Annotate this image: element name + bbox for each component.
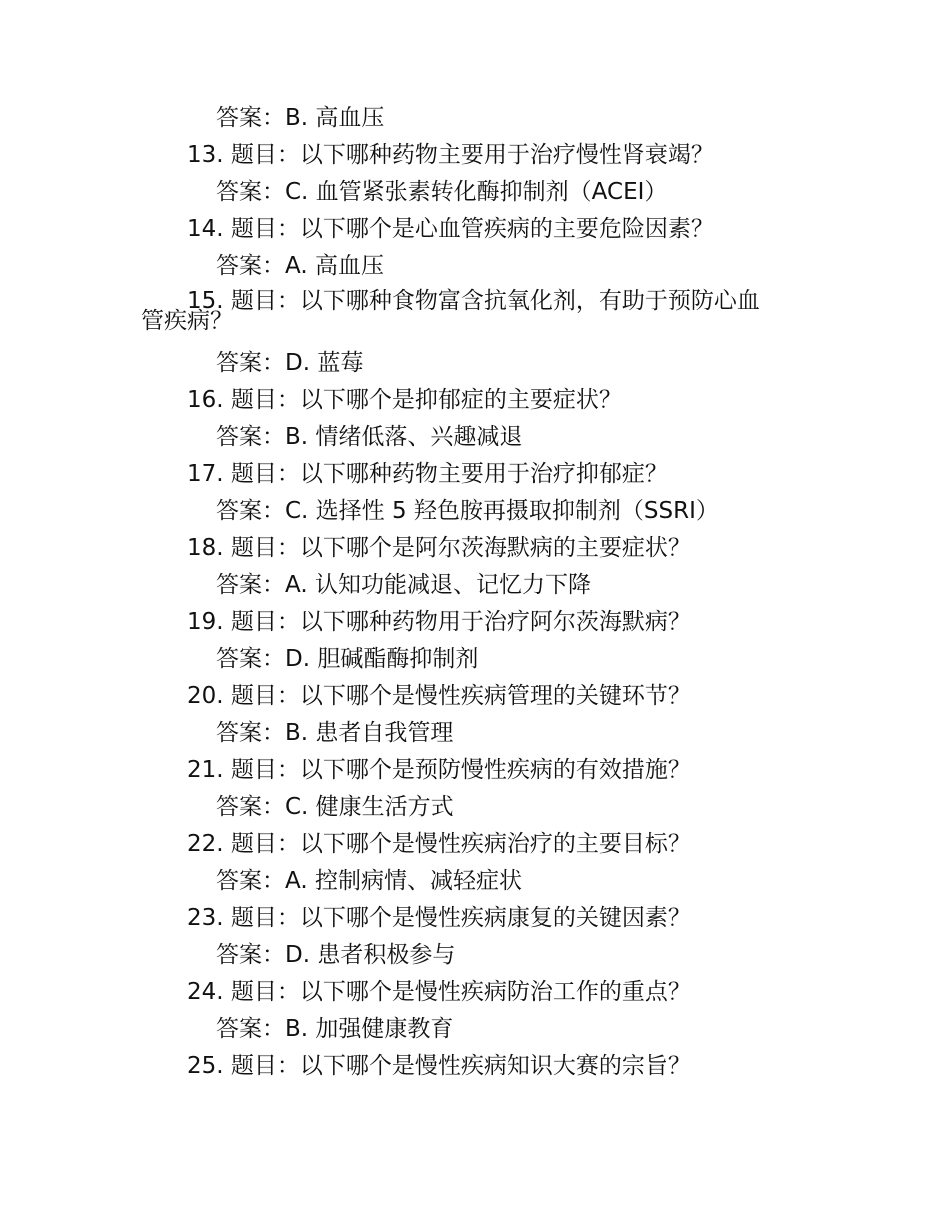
- question-number: 19.: [187, 609, 224, 635]
- answer-line: [0, 567, 950, 604]
- answer-text: B. 情绪低落、兴趣减退: [285, 424, 523, 450]
- answer-label: 答案：: [216, 720, 285, 746]
- answer-text: D. 蓝莓: [285, 350, 364, 376]
- question-line: [0, 382, 950, 419]
- answer-text: C. 健康生活方式: [285, 794, 454, 820]
- question-label: 题目：: [230, 288, 300, 314]
- question-line: [0, 1048, 950, 1085]
- question-label: 题目：: [230, 461, 300, 487]
- answer-line: [0, 715, 950, 752]
- answer-line: [0, 419, 950, 456]
- question-label: 题目：: [230, 831, 300, 857]
- answer-label: 答案：: [216, 572, 285, 598]
- question-line: [0, 974, 950, 1011]
- question-number: 21.: [187, 757, 224, 783]
- question-line: [0, 900, 950, 937]
- question-text: 以下哪个是心血管疾病的主要危险因素？: [299, 216, 714, 242]
- answer-text: B. 加强健康教育: [285, 1016, 454, 1042]
- question-number: 15.: [187, 288, 224, 314]
- answer-line: [0, 937, 950, 974]
- answer-line: [0, 100, 950, 137]
- question-label: 题目：: [230, 979, 300, 1005]
- question-label: 题目：: [230, 1053, 300, 1079]
- answer-label: 答案：: [216, 498, 285, 524]
- question-text: 以下哪个是慢性疾病治疗的主要目标？: [299, 831, 691, 857]
- question-text: 以下哪个是慢性疾病管理的关键环节？: [299, 683, 691, 709]
- question-line: [0, 604, 950, 641]
- answer-line: [0, 863, 950, 900]
- answer-text: A. 高血压: [285, 253, 384, 279]
- question-text-line1: 以下哪种食物富含抗氧化剂，有助于预防心血: [299, 288, 760, 314]
- answer-label: 答案：: [216, 179, 285, 205]
- question-number: 24.: [187, 979, 224, 1005]
- answer-label: 答案：: [216, 350, 285, 376]
- question-number: 23.: [187, 905, 224, 931]
- answer-line: [0, 641, 950, 678]
- question-line-wrapped: [0, 285, 950, 345]
- question-text: 以下哪个是慢性疾病康复的关键因素？: [299, 905, 691, 931]
- question-text: 以下哪个是慢性疾病防治工作的重点？: [299, 979, 691, 1005]
- question-label: 题目：: [230, 535, 300, 561]
- question-number: 20.: [187, 683, 224, 709]
- question-line: [0, 456, 950, 493]
- answer-text: B. 高血压: [285, 105, 385, 131]
- answer-line: [0, 345, 950, 382]
- question-text: 以下哪种药物主要用于治疗慢性肾衰竭？: [299, 142, 714, 168]
- answer-text: C. 选择性 5 羟色胺再摄取抑制剂（SSRI）: [285, 498, 719, 524]
- answer-line: [0, 1011, 950, 1048]
- answer-line: [0, 789, 950, 826]
- question-text: 以下哪种药物用于治疗阿尔茨海默病？: [299, 609, 691, 635]
- question-label: 题目：: [230, 609, 300, 635]
- question-line: [0, 752, 950, 789]
- question-number: 13.: [187, 142, 224, 168]
- question-number: 14.: [187, 216, 224, 242]
- question-label: 题目：: [230, 683, 300, 709]
- question-line: [0, 211, 950, 248]
- answer-text: D. 胆碱酯酶抑制剂: [285, 646, 479, 672]
- answer-text: B. 患者自我管理: [285, 720, 454, 746]
- answer-label: 答案：: [216, 868, 285, 894]
- question-number: 25.: [187, 1053, 224, 1079]
- answer-label: 答案：: [216, 253, 285, 279]
- question-number: 17.: [187, 461, 224, 487]
- answer-line: [0, 493, 950, 530]
- question-line: [0, 530, 950, 567]
- answer-text: A. 认知功能减退、记忆力下降: [285, 572, 591, 598]
- question-text: 以下哪个是预防慢性疾病的有效措施？: [299, 757, 691, 783]
- question-text: 以下哪种药物主要用于治疗抑郁症？: [299, 461, 668, 487]
- question-label: 题目：: [230, 216, 300, 242]
- answer-label: 答案：: [216, 424, 285, 450]
- answer-text: D. 患者积极参与: [285, 942, 456, 968]
- question-text: 以下哪个是慢性疾病知识大赛的宗旨？: [299, 1053, 691, 1079]
- question-line: [0, 678, 950, 715]
- question-number: 16.: [187, 387, 224, 413]
- question-number: 18.: [187, 535, 224, 561]
- answer-text: A. 控制病情、减轻症状: [285, 868, 522, 894]
- question-text-line2: 管疾病？: [141, 308, 233, 334]
- question-label: 题目：: [230, 387, 300, 413]
- question-line: [0, 137, 950, 174]
- answer-label: 答案：: [216, 1016, 285, 1042]
- answer-label: 答案：: [216, 942, 285, 968]
- qa-list: [0, 100, 950, 1085]
- question-number: 22.: [187, 831, 224, 857]
- answer-line: [0, 248, 950, 285]
- answer-text: C. 血管紧张素转化酶抑制剂（ACEI）: [285, 179, 668, 205]
- answer-label: 答案：: [216, 105, 285, 131]
- answer-label: 答案：: [216, 794, 285, 820]
- question-label: 题目：: [230, 905, 300, 931]
- question-label: 题目：: [230, 757, 300, 783]
- question-text: 以下哪个是抑郁症的主要症状？: [299, 387, 622, 413]
- answer-line: [0, 174, 950, 211]
- question-label: 题目：: [230, 142, 300, 168]
- question-text: 以下哪个是阿尔茨海默病的主要症状？: [299, 535, 691, 561]
- answer-label: 答案：: [216, 646, 285, 672]
- question-line: [0, 826, 950, 863]
